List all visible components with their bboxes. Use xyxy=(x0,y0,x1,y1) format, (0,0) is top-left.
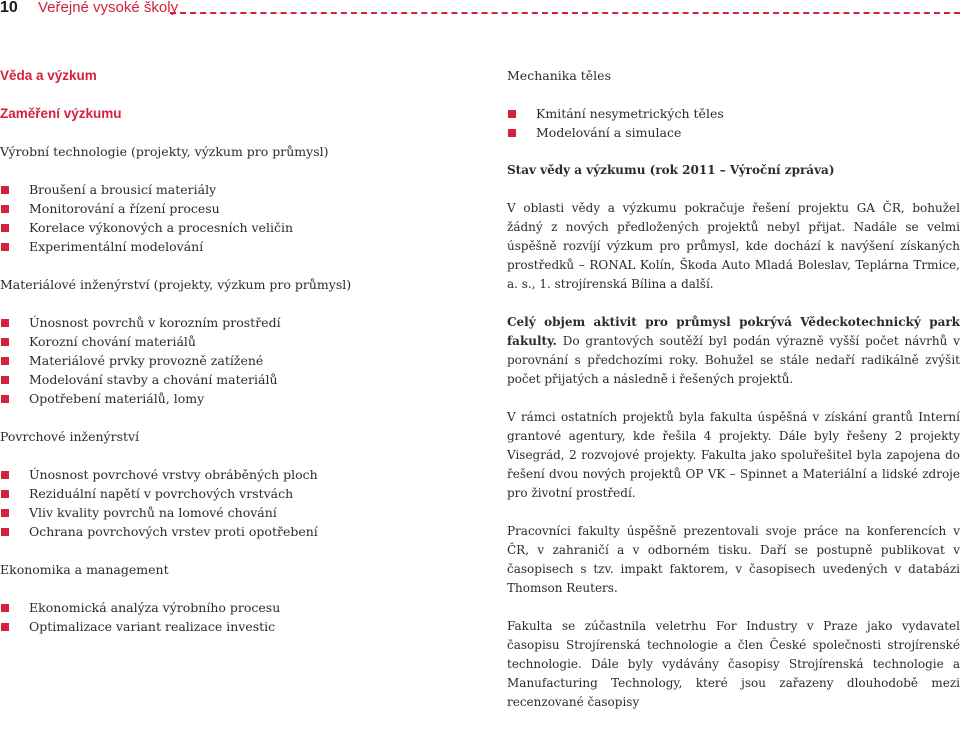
bullet-list xyxy=(507,104,960,142)
running-title: Veřejné vysoké školy xyxy=(38,0,179,16)
square-bullet-icon xyxy=(1,395,9,403)
list-item: Ekonomická analýza výrobního procesu xyxy=(0,598,470,617)
square-bullet-icon xyxy=(1,319,9,327)
square-bullet-icon xyxy=(1,357,9,365)
status-heading: Stav vědy a výzkumu (rok 2011 – Výroční zpráva) xyxy=(507,163,835,177)
list-item: Opotřebení materiálů, lomy xyxy=(0,389,470,408)
bullet-list xyxy=(0,180,470,256)
square-bullet-icon xyxy=(1,490,9,498)
square-bullet-icon xyxy=(1,623,9,631)
list-item: Materiálové prvky provozně zatížené xyxy=(0,351,470,370)
list-item: Experimentální modelování xyxy=(0,237,470,256)
square-bullet-icon xyxy=(1,471,9,479)
square-bullet-icon xyxy=(1,338,9,346)
paragraph-body: Do grantových soutěží byl podán výrazně vyšší počet návrhů v porovnání s předchozími roky. Bohužel se stále nedaří radikálně zvýšit počet přijatých a následně i řešených projektů. xyxy=(507,334,960,386)
square-bullet-icon xyxy=(1,604,9,612)
square-bullet-icon xyxy=(1,224,9,232)
list-item: Modelování a simulace xyxy=(507,123,960,142)
category-title: Výrobní technologie (projekty, výzkum pro průmysl) xyxy=(0,144,329,159)
square-bullet-icon xyxy=(508,110,516,118)
square-bullet-icon xyxy=(508,129,516,137)
bullet-list xyxy=(0,598,470,636)
list-item: Kmitání nesymetrických těles xyxy=(507,104,960,123)
bullet-list xyxy=(0,313,470,408)
category-title: Materiálové inženýrství (projekty, výzkum pro průmysl) xyxy=(0,277,352,292)
research-focus-heading: Zaměření výzkumu xyxy=(0,106,122,121)
square-bullet-icon xyxy=(1,243,9,251)
square-bullet-icon xyxy=(1,376,9,384)
paragraph-lead: Celý objem aktivit pro průmysl pokrývá Vědeckotechnický park fakulty. xyxy=(507,315,960,348)
list-item: Korozní chování materiálů xyxy=(0,332,470,351)
square-bullet-icon xyxy=(1,205,9,213)
bullet-list xyxy=(0,465,470,541)
left-column xyxy=(0,66,470,655)
list-item: Modelování stavby a chování materiálů xyxy=(0,370,470,389)
header-dashed-rule xyxy=(170,12,960,14)
square-bullet-icon xyxy=(1,186,9,194)
category-title: Povrchové inženýrství xyxy=(0,429,140,444)
paragraph: V rámci ostatních projektů byla fakulta úspěšná v získání grantů Interní grantové agentury, kde řešila 4 projekty. Dále byly řešeny 2 projekty Visegrád, 2 rozvojové projekty. Fakulta jako spoluřešitel byla zapojena do řešení dvou nových projektů OP VK – Spinnet a Materiální a lidské zdroje pro životní prostředí. xyxy=(507,410,960,500)
square-bullet-icon xyxy=(1,509,9,517)
list-item: Monitorování a řízení procesu xyxy=(0,199,470,218)
paragraph: V oblasti vědy a výzkumu pokračuje řešení projektu GA ČR, bohužel žádný z nových předložených projektů nebyl přijat. Nadále se velmi úspěšně rozvíjí výzkum pro průmysl, kde dochází k navýšení získaných prostředků – RONAL Kolín, Škoda Auto Mladá Boleslav, Teplárna Trmice, a. s., 1. strojírenská Bílina a další. xyxy=(507,201,960,291)
category-title: Mechanika těles xyxy=(507,68,611,83)
list-item: Broušení a brousicí materiály xyxy=(0,180,470,199)
list-item: Únosnost povrchové vrstvy obráběných ploch xyxy=(0,465,470,484)
paragraph: Pracovníci fakulty úspěšně prezentovali svoje práce na konferencích v ČR, v zahraničí a v odborném tisku. Daří se postupně publikovat v časopisech s tzv. impakt faktorem, v časopisech uvedených v databázi Thomson Reuters. xyxy=(507,524,960,595)
list-item: Korelace výkonových a procesních veličin xyxy=(0,218,470,237)
list-item: Ochrana povrchových vrstev proti opotřebení xyxy=(0,522,470,541)
paragraph: Fakulta se zúčastnila veletrhu For Industry v Praze jako vydavatel časopisu Strojírenská technologie a člen České společnosti strojírenské technologie. Dále byly vydávány časopisy Strojírenská technologie a Manufacturing Technology, které jsou zařazeny dlouhodobě mezi recenzované časopisy xyxy=(507,619,960,709)
square-bullet-icon xyxy=(1,528,9,536)
page-header xyxy=(0,0,960,22)
list-item: Únosnost povrchů v korozním prostředí xyxy=(0,313,470,332)
list-item: Reziduální napětí v povrchových vrstvách xyxy=(0,484,470,503)
page-number: 10 xyxy=(0,0,18,16)
paragraph xyxy=(507,313,960,389)
category-title: Ekonomika a management xyxy=(0,562,169,577)
section-title: Věda a výzkum xyxy=(0,68,97,83)
list-item: Optimalizace variant realizace investic xyxy=(0,617,470,636)
list-item: Vliv kvality povrchů na lomové chování xyxy=(0,503,470,522)
right-column xyxy=(507,66,960,731)
